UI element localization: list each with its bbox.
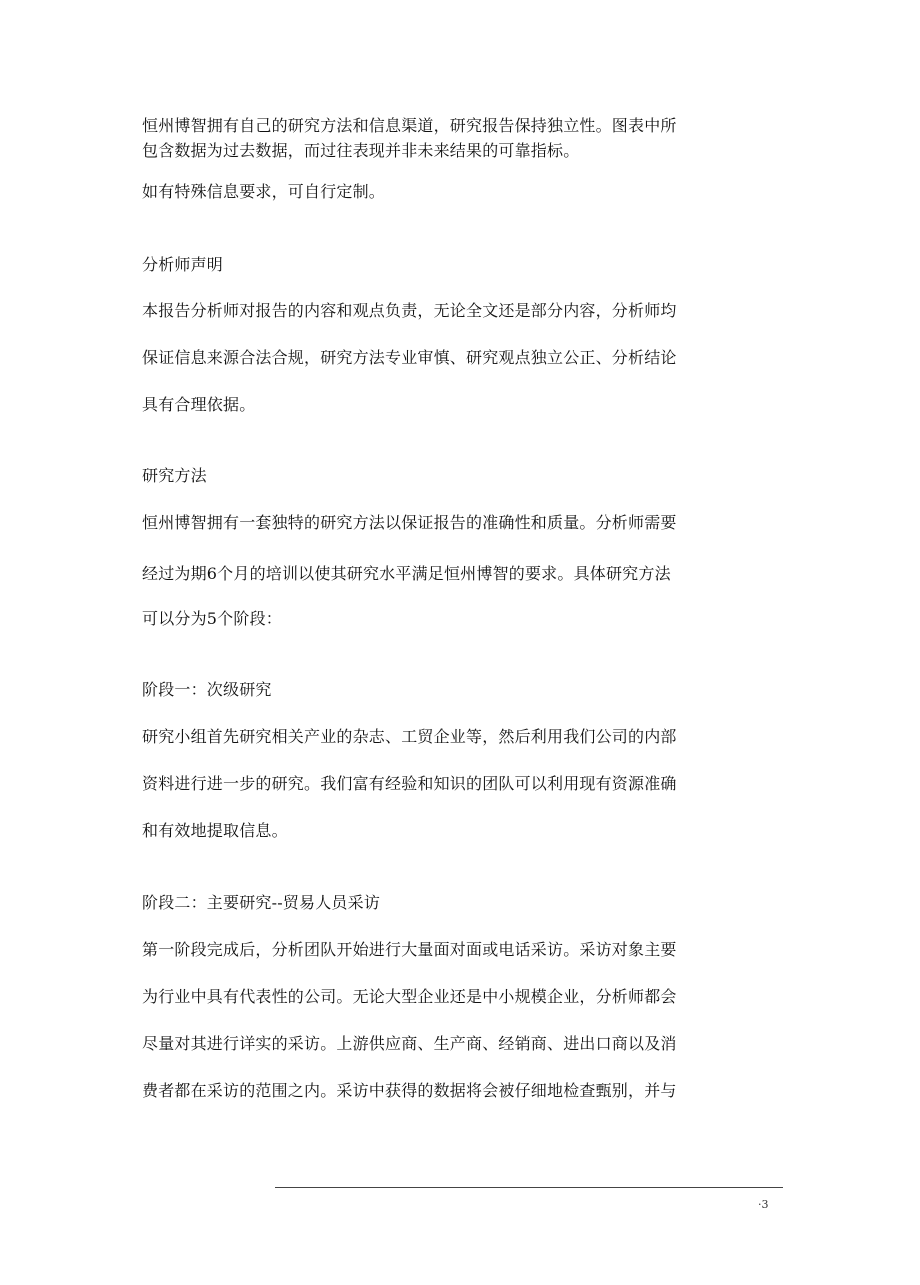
method-line-2: 经过为期6个月的培训以使其研究水平满足恒州博智的要求。具体研究方法 (142, 564, 671, 583)
stage-2-line-3: 尽量对其进行详实的采访。上游供应商、生产商、经销商、进出口商以及消 (142, 1034, 677, 1053)
analyst-line-3: 具有合理依据。 (142, 395, 256, 414)
stage-2-line-4: 费者都在采访的范围之内。采访中获得的数据将会被仔细地检查甄别，并与 (142, 1081, 677, 1100)
analyst-line-1: 本报告分析师对报告的内容和观点负责，无论全文还是部分内容，分析师均 (142, 301, 677, 320)
footer-divider (275, 1187, 783, 1188)
stage-1-line-2: 资料进行进一步的研究。我们富有经验和知识的团队可以利用现有资源准确 (142, 774, 677, 793)
stage-1-line-1: 研究小组首先研究相关产业的杂志、工贸企业等，然后利用我们公司的内部 (142, 727, 677, 746)
analyst-statement-heading: 分析师声明 (142, 255, 224, 274)
intro-line-1: 恒州博智拥有自己的研究方法和信息渠道，研究报告保持独立性。图表中所 (142, 116, 677, 135)
page-number: ·3 (758, 1198, 769, 1211)
stage-2-line-1: 第一阶段完成后，分析团队开始进行大量面对面或电话采访。采访对象主要 (142, 940, 677, 959)
stage-2-heading: 阶段二：主要研究--贸易人员采访 (142, 893, 381, 912)
stage-1-line-3: 和有效地提取信息。 (142, 821, 288, 840)
stage-1-heading: 阶段一：次级研究 (142, 680, 272, 699)
custom-request-text: 如有特殊信息要求，可自行定制。 (142, 182, 386, 201)
method-line-1: 恒州博智拥有一套独特的研究方法以保证报告的准确性和质量。分析师需要 (142, 513, 677, 532)
analyst-line-2: 保证信息来源合法合规，研究方法专业审慎、研究观点独立公正、分析结论 (142, 348, 677, 367)
intro-line-2: 包含数据为过去数据，而过往表现并非未来结果的可靠指标。 (142, 141, 580, 160)
research-method-heading: 研究方法 (142, 466, 207, 485)
method-line-3: 可以分为5个阶段： (142, 609, 282, 628)
stage-2-line-2: 为行业中具有代表性的公司。无论大型企业还是中小规模企业，分析师都会 (142, 987, 677, 1006)
